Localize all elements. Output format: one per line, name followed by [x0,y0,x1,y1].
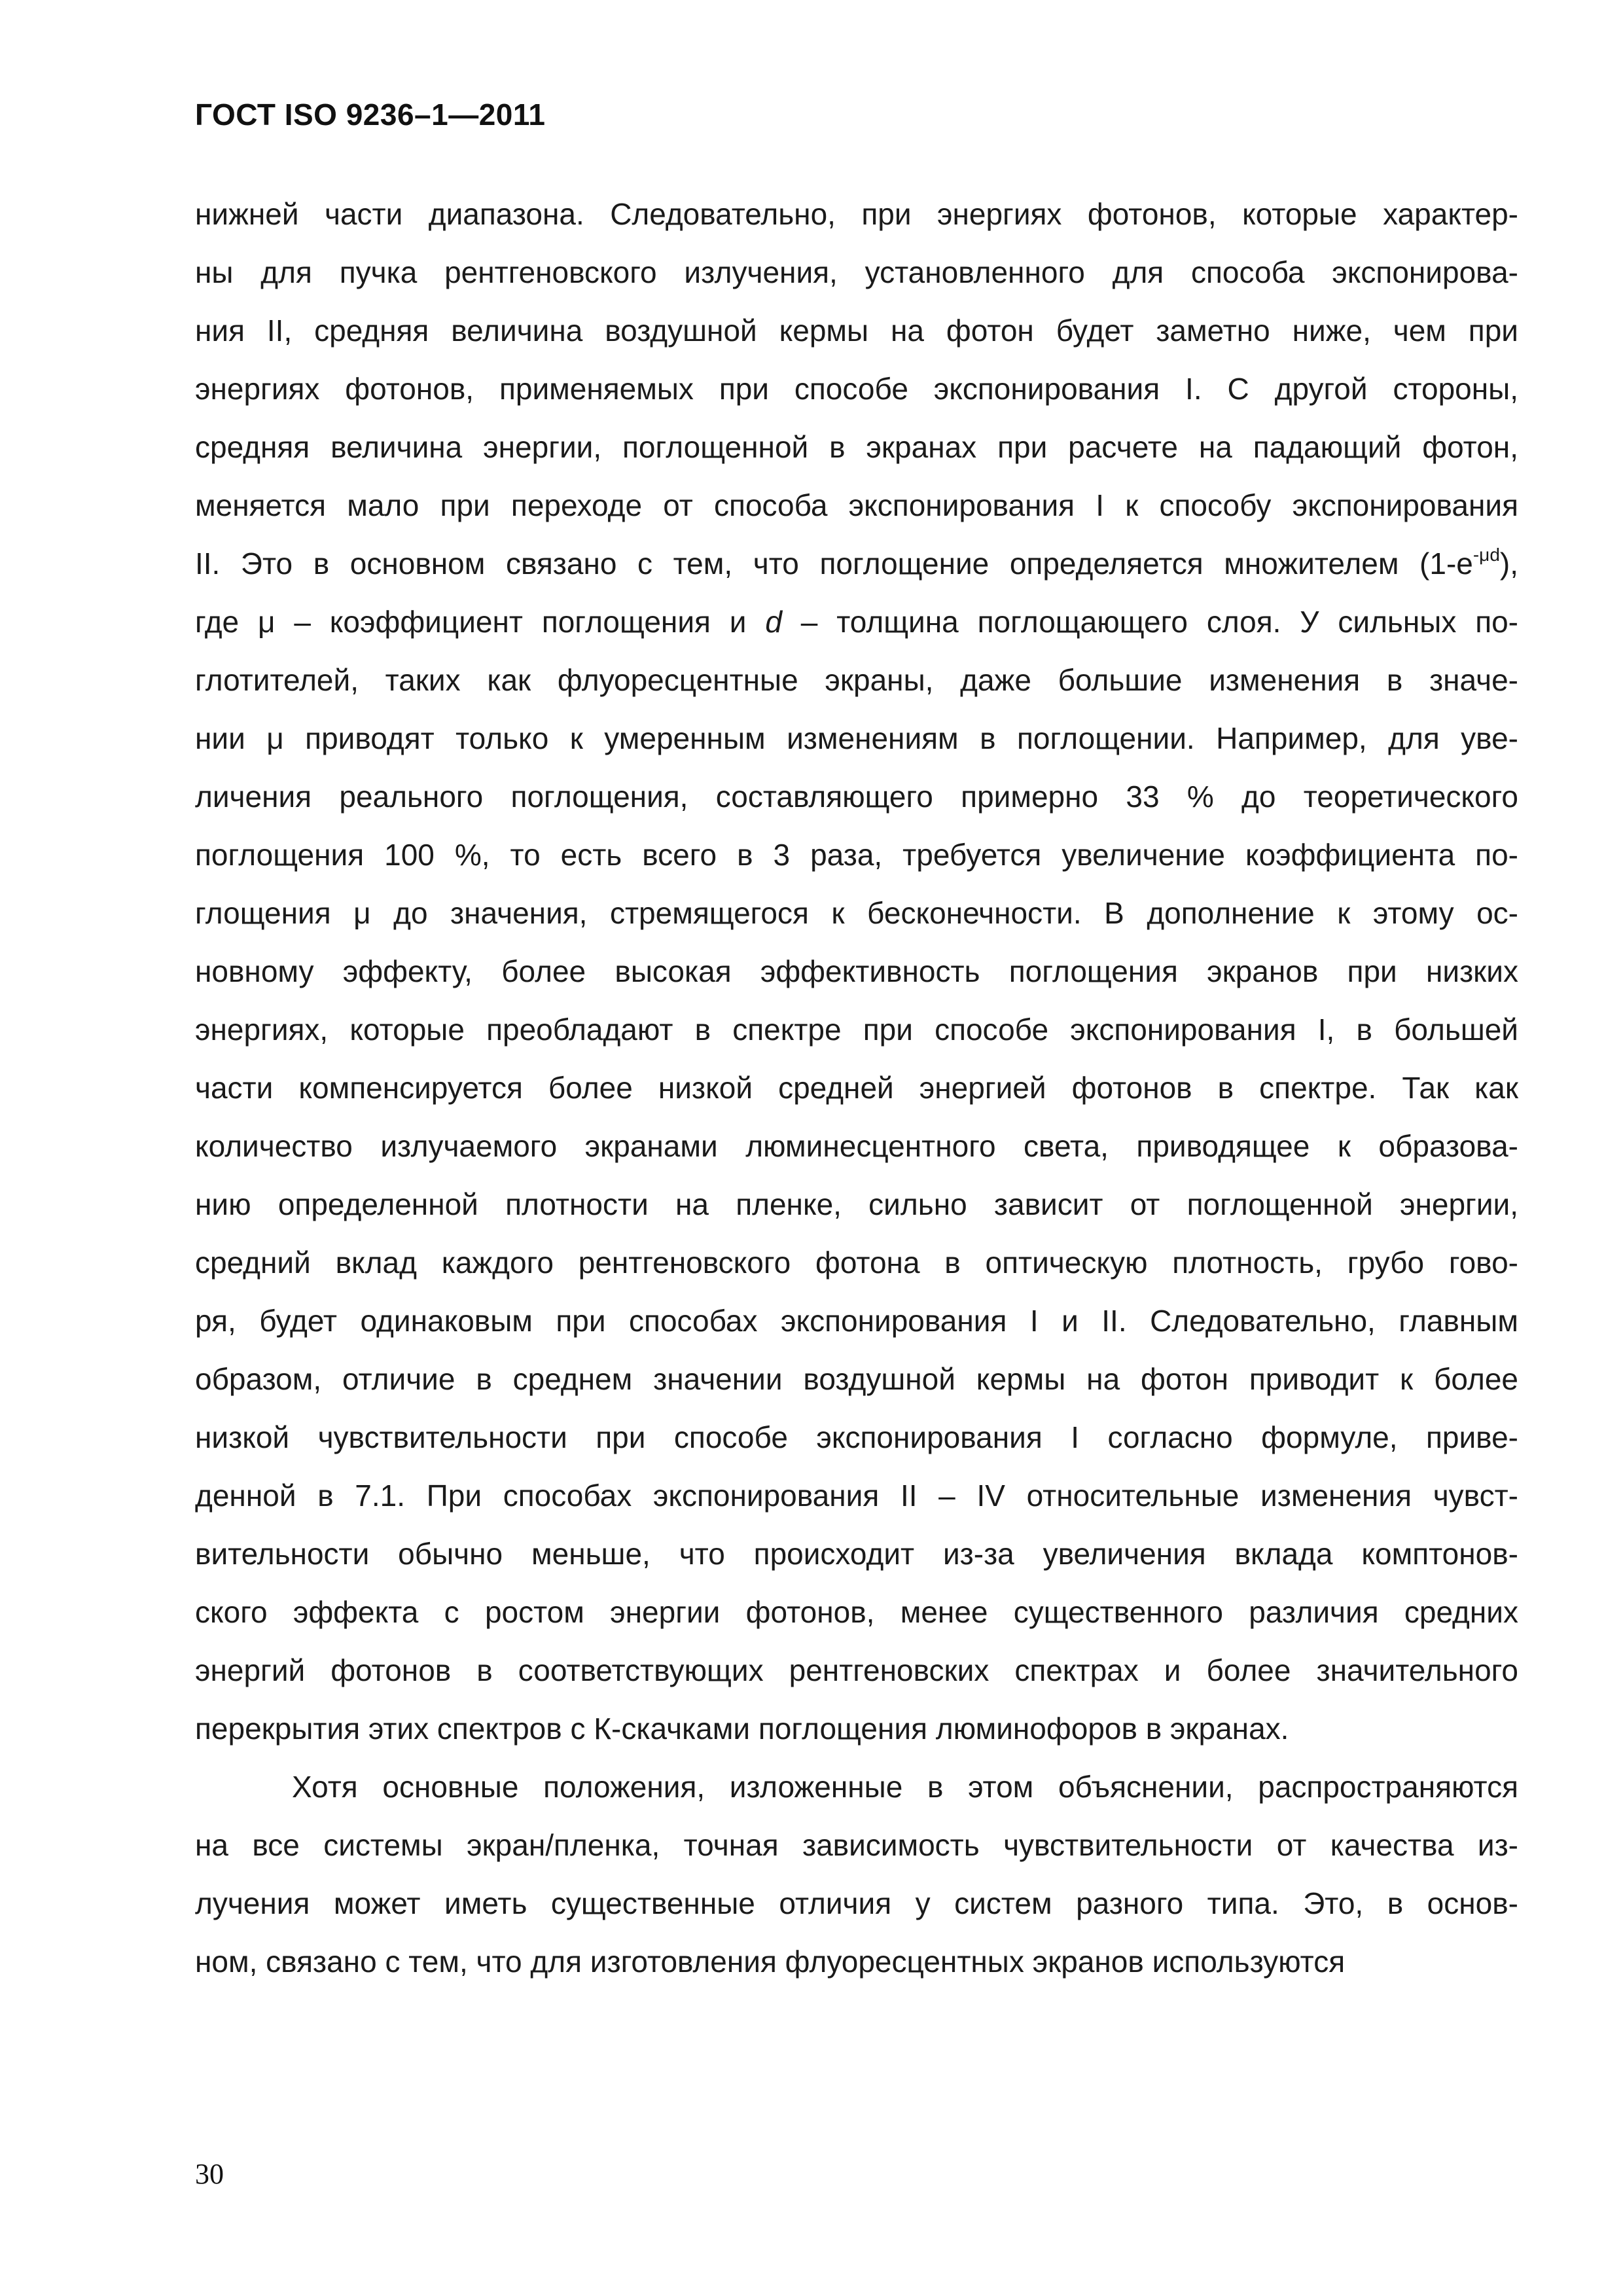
formula-exponent: -μd [1472,544,1500,565]
formula-text: II. Это в основном связано с тем, что поглощение определяется множителем (1-e [195,547,1473,581]
text-line: глотителей, таких как флуоресцентные экраны, даже большие изменения в значе- [195,663,1518,697]
formula-close: ), [1499,547,1518,581]
text-line: нии μ приводят только к умеренным изменениям в поглощении. Например, для уве- [195,721,1518,755]
variable-rest: – толщина поглощающего слоя. У сильных по- [781,605,1519,639]
text-line: новному эффекту, более высокая эффективность поглощения экранов при низких [195,954,1518,988]
text-line: ны для пучка рентгеновского излучения, установленного для способа экспонирова- [195,255,1518,289]
text-line: глощения μ до значения, стремящегося к бесконечности. В дополнение к этому ос- [195,896,1518,930]
paragraph-2 [195,1758,1518,1991]
document-header-title: ГОСТ ISO 9236–1—2011 [195,98,546,132]
text-line-with-formula [195,535,1518,593]
text-line: части компенсируется более низкой средней энергией фотонов в спектре. Так как [195,1071,1518,1105]
text-line: ского эффекта с ростом энергии фотонов, менее существенного различия средних [195,1595,1518,1629]
document-body [195,185,1518,1991]
text-line: денной в 7.1. При способах экспонирования II – IV относительные изменения чувст- [195,1479,1518,1513]
text-line: поглощения 100 %, то есть всего в 3 раза, требуется увеличение коэффициента по- [195,838,1518,872]
variable-d: d [765,605,782,639]
text-line: лучения может иметь существенные отличия у систем разного типа. Это, в основ- [195,1886,1518,1920]
page-number: 30 [195,2158,224,2190]
text-line: перекрытия этих спектров с К-скачками поглощения люминофоров в экранах. [195,1712,1289,1746]
text-line: энергиях, которые преобладают в спектре при способе экспонирования I, в большей [195,1013,1518,1047]
variable-intro: где μ – коэффициент поглощения и [195,605,766,639]
text-line: средний вклад каждого рентгеновского фотона в оптическую плотность, грубо гово- [195,1246,1518,1280]
text-line: низкой чувствительности при способе экспонирования I согласно формуле, приве- [195,1420,1518,1454]
text-line: средняя величина энергии, поглощенной в экранах при расчете на падающий фотон, [195,430,1518,464]
text-line: ном, связано с тем, что для изготовления флуоресцентных экранов используются [195,1945,1346,1979]
text-line: Хотя основные положения, изложенные в этом объяснении, распространяются [292,1770,1518,1804]
text-line: личения реального поглощения, составляющего примерно 33 % до теоретического [195,780,1518,814]
text-line: энергий фотонов в соответствующих рентгеновских спектрах и более значительного [195,1653,1518,1687]
text-line: меняется мало при переходе от способа экспонирования I к способу экспонирования [195,488,1518,522]
text-line: количество излучаемого экранами люминесцентного света, приводящее к образова- [195,1129,1518,1163]
text-line: энергиях фотонов, применяемых при способе экспонирования I. С другой стороны, [195,372,1518,406]
text-line: нижней части диапазона. Следовательно, при энергиях фотонов, которые характер- [195,197,1518,231]
text-line: на все системы экран/пленка, точная зависимость чувствительности от качества из- [195,1828,1518,1862]
text-line: нию определенной плотности на пленке, сильно зависит от поглощенной энергии, [195,1187,1518,1221]
paragraph-1 [195,185,1518,1758]
text-line: вительности обычно меньше, что происходит из-за увеличения вклада комптонов- [195,1537,1518,1571]
text-line: ния II, средняя величина воздушной кермы на фотон будет заметно ниже, чем при [195,314,1518,348]
text-line-with-variable [195,593,1518,651]
text-line: ря, будет одинаковым при способах экспонирования I и II. Следовательно, главным [195,1304,1518,1338]
text-line: образом, отличие в среднем значении воздушной кермы на фотон приводит к более [195,1362,1518,1396]
